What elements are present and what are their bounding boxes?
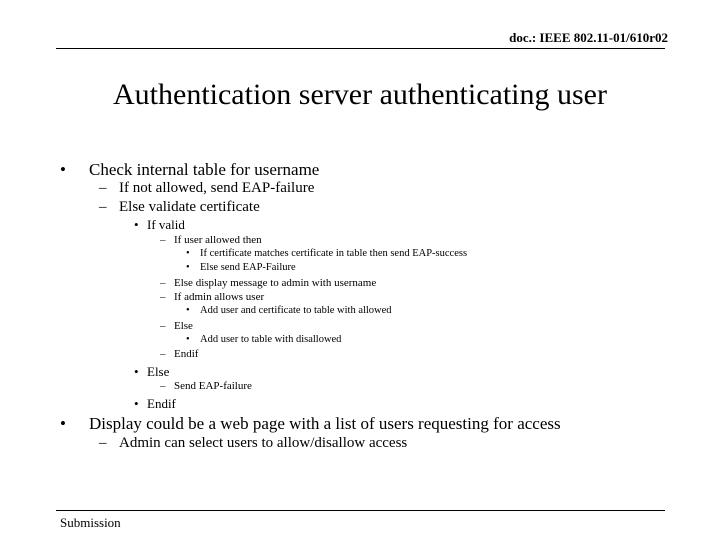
bullet-marker: • [134,217,139,232]
dash-marker: – [99,180,107,196]
outline-item-text: Check internal table for username [89,160,320,179]
dash-marker: – [160,348,166,360]
outline-item-text: Add user and certificate to table with allowed [200,305,392,316]
bullet-marker: • [60,414,66,433]
outline-item-text: Endif [174,348,199,360]
bullet-marker: • [186,248,190,259]
bullet-marker: • [186,334,190,345]
outline-item-text: Send EAP-failure [174,380,252,392]
dash-marker: – [160,234,166,246]
dash-marker: – [160,320,166,332]
outline-item-text: Else [174,320,193,332]
outline-item-text: Else display message to admin with username [174,277,377,289]
outline-item-text: If certificate matches certificate in table then send EAP-success [200,248,468,259]
dash-marker: – [160,380,166,392]
slide-title: Authentication server authenticating user [113,78,607,111]
outline-item-text: If not allowed, send EAP-failure [119,180,315,196]
outline-item-text: Else send EAP-Failure [200,262,296,273]
header-divider [56,48,665,49]
footer-label: Submission [60,515,121,530]
bullet-marker: • [134,396,139,411]
outline-item-text: Else [147,364,170,379]
bullet-marker: • [60,160,66,179]
dash-marker: – [99,199,107,215]
outline-item-text: Endif [147,396,176,411]
dash-marker: – [160,277,166,289]
bullet-marker: • [186,262,190,273]
outline-item-text: If admin allows user [174,291,265,303]
outline-item-text: Admin can select users to allow/disallow access [119,435,408,451]
dash-marker: – [99,435,107,451]
dash-marker: – [160,291,166,303]
outline-item-text: If user allowed then [174,234,262,246]
outline-item-text: Display could be a web page with a list of users requesting for access [89,414,561,433]
document-id: doc.: IEEE 802.11-01/610r02 [509,30,668,45]
outline-item-text: Else validate certificate [119,199,260,215]
bullet-marker: • [134,364,139,379]
bullet-marker: • [186,305,190,316]
outline-item-text: If valid [147,217,185,232]
outline-item-text: Add user to table with disallowed [200,334,342,345]
footer-divider [56,510,665,511]
